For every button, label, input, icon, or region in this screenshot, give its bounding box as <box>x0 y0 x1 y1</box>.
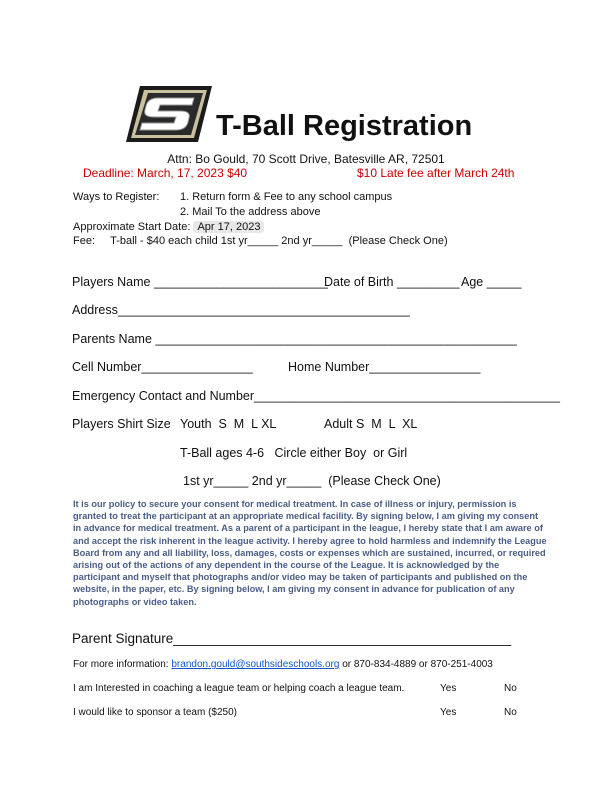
s-shield-logo-icon <box>124 84 214 144</box>
contact-phones: or 870-834-4889 or 870-251-4003 <box>342 659 493 670</box>
shirt-adult-options[interactable]: Adult S M L XL <box>324 417 418 431</box>
page-title: T-Ball Registration <box>216 110 473 142</box>
deadline-text: Deadline: March, 17, 2023 $40 <box>83 166 248 180</box>
emergency-contact-field[interactable]: Emergency Contact and Number____________________________________________ <box>72 389 560 403</box>
start-date-chip[interactable]: Apr 17, 2023 <box>193 221 264 233</box>
year-check-line[interactable]: 1st yr_____ 2nd yr_____ (Please Check One) <box>183 474 441 488</box>
sponsor-yes-option[interactable]: Yes <box>440 707 457 718</box>
age-field[interactable]: Age _____ <box>461 275 522 289</box>
start-date-row <box>73 221 264 233</box>
address-field[interactable]: Address__________________________________________ <box>72 303 410 317</box>
late-fee-text: $10 Late fee after March 24th <box>357 166 515 180</box>
coach-no-option[interactable]: No <box>504 683 517 694</box>
sponsor-text: I would like to sponsor a team ($250) <box>73 707 237 718</box>
register-option-2: 2. Mail To the address above <box>180 206 321 218</box>
dob-field[interactable]: Date of Birth _________ <box>324 275 460 289</box>
contact-email-link[interactable]: brandon.gould@southsideschools.org <box>171 659 340 670</box>
coach-yes-option[interactable]: Yes <box>440 683 457 694</box>
ages-gender-line[interactable]: T-Ball ages 4-6 Circle either Boy or Girl <box>180 446 408 460</box>
sponsor-no-option[interactable]: No <box>504 707 517 718</box>
more-info-line <box>73 659 493 670</box>
cell-number-field[interactable]: Cell Number________________ <box>72 360 253 374</box>
register-label: Ways to Register: <box>73 191 160 203</box>
start-date-label: Approximate Start Date: <box>73 221 191 233</box>
parents-name-field[interactable]: Parents Name ____________________________________________________ <box>72 332 517 346</box>
medical-consent-policy: It is our policy to secure your consent for medical treatment. In case of illness or injury, permission is granted to treat the participant at an appropriate medical facility. By signing below, I am giving my consent in advance for medical treatment. As a parent of a participant in the league, I hereby state that I am aware of and accept the risk inherent in the league activity. I hereby agree to hold harmless and indemnify the League Board from any and all liability, loss, damages, costs or expenses which are sustained, incurred, or required arising out of the actions of any dependent in the course of the League. It is acknowledged by the participant and myself that photographs and/or video may be taken of participants and published on the website, in the paper, etc. By signing below, I am giving my consent in advance for publication of any photographs or video taken. <box>73 499 547 607</box>
parent-signature-field[interactable]: Parent Signature_____________________________________________ <box>72 631 512 646</box>
attn-address: Attn: Bo Gould, 70 Scott Drive, Batesville AR, 72501 <box>167 152 445 166</box>
shirt-size-label: Players Shirt Size <box>72 417 171 431</box>
register-option-1: 1. Return form & Fee to any school campus <box>180 191 393 203</box>
more-info-prefix: For more information: <box>73 659 169 670</box>
shirt-youth-options[interactable]: Youth S M L XL <box>180 417 277 431</box>
fee-line: Fee: T-ball - $40 each child 1st yr_____ 2nd yr_____ (Please Check One) <box>73 235 448 247</box>
coach-interest-text: I am Interested in coaching a league team or helping coach a league team. <box>73 683 405 694</box>
home-number-field[interactable]: Home Number________________ <box>288 360 481 374</box>
players-name-field[interactable]: Players Name _________________________ <box>72 275 328 289</box>
